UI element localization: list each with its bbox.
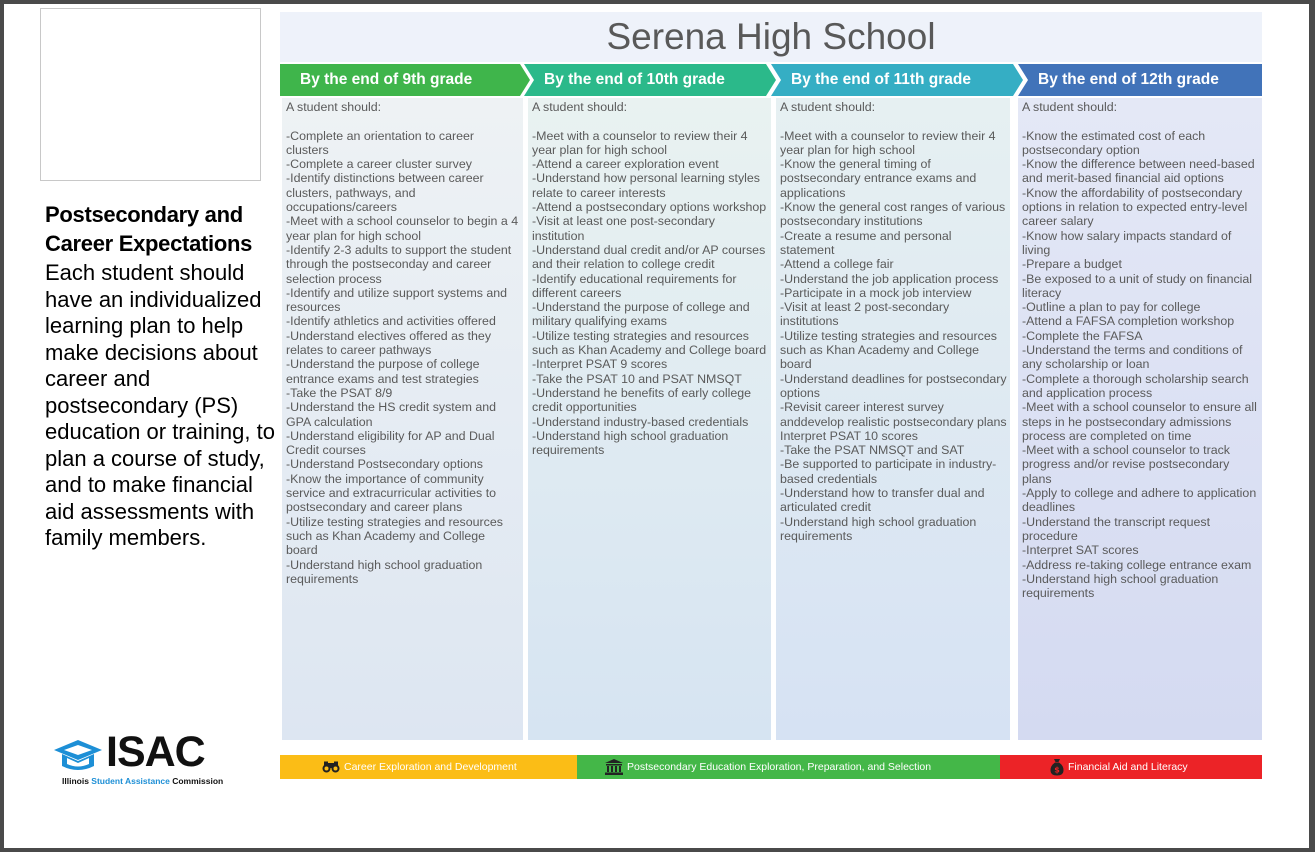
legend-career-label: Career Exploration and Development xyxy=(344,761,517,773)
column-intro: A student should: xyxy=(286,100,382,114)
expectation-item: -Utilize testing strategies and resources such as Khan Academy and College board xyxy=(286,514,503,558)
expectation-item: -Address re-taking college entrance exam xyxy=(1022,557,1252,572)
expectation-item: -Complete the FAFSA xyxy=(1022,328,1143,343)
money-bag-icon xyxy=(1050,758,1064,776)
expectation-item: -Attend a FAFSA completion workshop xyxy=(1022,314,1235,329)
expectation-item: -Understand industry-based credentials xyxy=(532,414,749,429)
expectation-item: -Know the affordability of postsecondary options in relation to expected entry-level career salary xyxy=(1022,185,1248,229)
expectation-list xyxy=(1022,129,1259,601)
expectation-item: -Visit at least 2 post-secondary institutions xyxy=(780,300,950,329)
expectation-item: -Meet with a counselor to review their 4 year plan for high school xyxy=(532,128,748,157)
logo-sub-prefix: Illinois xyxy=(62,776,92,786)
expectation-item: -Understand the transcript request procedure xyxy=(1022,514,1211,543)
grade10-header xyxy=(524,64,776,96)
grade9-header-label: By the end of 9th grade xyxy=(300,71,473,88)
sidebar-heading: Postsecondary and Career Expectations xyxy=(45,202,253,256)
grade10-header-label: By the end of 10th grade xyxy=(544,71,725,88)
logo-subtitle xyxy=(62,776,223,786)
expectation-item: -Understand Postsecondary options xyxy=(286,457,483,472)
column-intro: A student should: xyxy=(532,100,628,114)
expectation-item: -Take the PSAT 10 and PSAT NMSQT xyxy=(532,371,742,386)
expectation-item: -Know how salary impacts standard of living xyxy=(1022,228,1232,257)
expectation-item: -Understand the terms and conditions of any scholarship or loan xyxy=(1022,343,1243,372)
expectation-item: -Meet with a school counselor to track progress and/or revise postsecondary plans xyxy=(1022,443,1230,486)
expectation-item: -Participate in a mock job interview xyxy=(780,285,972,300)
expectation-item: -Understand the job application process xyxy=(780,271,999,286)
expectation-item: -Prepare a budget xyxy=(1022,257,1122,272)
sidebar-body: Each student should have an individualized learning plan to help make decisions about career and postsecondary (PS) education or training, to plan a course of study, and to make financial aid assessments with family members. xyxy=(45,260,275,550)
expectation-item: -Create a resume and personal statement xyxy=(780,228,952,257)
expectation-item: -Know the difference between need-based and merit-based financial aid options xyxy=(1022,157,1255,186)
expectation-item: -Meet with a counselor to review their 4 year plan for high school xyxy=(780,128,996,157)
legend-financial-label: Financial Aid and Literacy xyxy=(1068,761,1188,773)
expectation-item: -Understand high school graduation requirements xyxy=(532,428,729,458)
expectation-item: -Understand he benefits of early college credit opportunities xyxy=(532,385,752,415)
grade12-header xyxy=(1018,64,1262,96)
expectation-item: -Understand high school graduation requirements xyxy=(780,514,977,543)
column-intro: A student should: xyxy=(780,100,876,114)
expectation-item: -Know the general cost ranges of various postsecondary institutions xyxy=(780,200,1006,229)
expectation-item: -Interpret SAT scores xyxy=(1022,543,1139,558)
expectation-item: -Meet with a school counselor to ensure all steps in he postsecondary admissions process are completed on time xyxy=(1022,400,1257,443)
expectation-item: -Utilize testing strategies and resources such as Khan Academy and College board xyxy=(532,328,767,358)
expectation-item: -Complete a thorough scholarship search and application process xyxy=(1022,371,1249,400)
grade11-header xyxy=(771,64,1023,96)
grade11-header-label: By the end of 11th grade xyxy=(791,71,972,88)
expectation-item: -Understand the purpose of college and military qualifying exams xyxy=(532,300,750,329)
institution-icon xyxy=(605,759,623,775)
grade9-column xyxy=(282,98,523,740)
graduation-cap-icon xyxy=(52,738,104,774)
expectation-item: -Identify 2-3 adults to support the student through the postseconday and career selection process xyxy=(286,242,512,286)
expectation-item: -Apply to college and adhere to application deadlines xyxy=(1022,486,1257,515)
expectation-item: -Understand how to transfer dual and articulated credit xyxy=(780,486,985,515)
grade10-column xyxy=(528,98,771,740)
expectation-item: -Complete an orientation to career clusters xyxy=(286,128,475,157)
expectation-list xyxy=(532,129,768,458)
expectation-item: -Be exposed to a unit of study on financial literacy xyxy=(1022,271,1253,300)
page xyxy=(4,4,1309,848)
grade9-header xyxy=(280,64,530,96)
expectation-item: -Know the importance of community service and extracurricular activities to postsecondary and career plans xyxy=(286,471,497,515)
expectation-item: -Attend a college fair xyxy=(780,257,894,272)
expectation-list xyxy=(286,129,520,587)
expectation-item: -Attend a postsecondary options workshop xyxy=(532,200,767,215)
expectation-item: -Identify athletics and activities offered xyxy=(286,314,496,329)
expectation-item: -Understand the purpose of college entrance exams and test strategies xyxy=(286,357,480,386)
expectation-item: -Complete a career cluster survey xyxy=(286,157,472,172)
expectation-list xyxy=(780,129,1007,544)
expectation-item: -Understand how personal learning styles relate to career interests xyxy=(532,171,760,200)
grade12-column xyxy=(1018,98,1262,740)
legend-career xyxy=(280,755,577,779)
grade11-column xyxy=(776,98,1010,740)
logo-wordmark: ISAC xyxy=(106,728,205,776)
expectation-item: -Understand high school graduation requirements xyxy=(286,557,483,586)
column-intro: A student should: xyxy=(1022,100,1118,114)
expectation-item: -Interpret PSAT 9 scores xyxy=(532,357,668,372)
svg-text:$: $ xyxy=(1054,765,1060,775)
legend-postsecondary-label: Postsecondary Education Exploration, Preparation, and Selection xyxy=(627,761,932,773)
isac-logo xyxy=(52,728,224,794)
expectation-item: Interpret PSAT 10 scores xyxy=(780,428,918,443)
photo-placeholder xyxy=(40,8,261,181)
expectation-item: -Identify distinctions between career clusters, pathways, and occupations/careers xyxy=(286,171,484,215)
expectation-item: -Outline a plan to pay for college xyxy=(1022,300,1201,315)
expectation-item: -Identify educational requirements for different careers xyxy=(532,271,737,300)
expectation-item: -Take the PSAT 8/9 xyxy=(286,385,393,400)
logo-sub-highlight: Student Assistance xyxy=(91,776,170,786)
expectation-item: -Take the PSAT NMSQT and SAT xyxy=(780,443,965,458)
grade12-header-label: By the end of 12th grade xyxy=(1038,71,1219,88)
expectation-item: -Understand eligibility for AP and Dual Credit courses xyxy=(286,428,495,458)
expectation-item: -Meet with a school counselor to begin a 4 year plan for high school xyxy=(286,214,519,243)
expectation-item: -Know the estimated cost of each postsecondary option xyxy=(1022,128,1206,157)
expectation-item: -Attend a career exploration event xyxy=(532,157,719,172)
logo-sub-suffix: Commission xyxy=(169,776,224,786)
binoculars-icon xyxy=(322,761,340,773)
expectation-item: -Understand high school graduation requirements xyxy=(1022,571,1219,601)
expectation-item: -Know the general timing of postsecondary entrance exams and applications xyxy=(780,157,977,200)
expectation-item: -Revisit career interest survey anddevelop realistic postsecondary plans xyxy=(780,400,1007,429)
expectation-item: -Understand electives offered as they relates to career pathways xyxy=(286,328,492,358)
expectation-item: -Understand the HS credit system and GPA calculation xyxy=(286,400,497,429)
legend-postsecondary xyxy=(577,755,1000,779)
expectation-item: -Understand dual credit and/or AP courses and their relation to college credit xyxy=(532,242,766,272)
expectation-item: -Identify and utilize support systems and resources xyxy=(286,285,508,315)
expectation-item: -Be supported to participate in industry-based credentials xyxy=(780,457,997,486)
page-title: Serena High School xyxy=(280,12,1262,62)
expectation-item: -Utilize testing strategies and resources such as Khan Academy and College board xyxy=(780,328,997,372)
expectation-item: -Understand deadlines for postsecondary options xyxy=(780,371,1007,400)
legend-financial xyxy=(1000,755,1262,779)
expectation-item: -Visit at least one post-secondary institution xyxy=(532,214,715,243)
